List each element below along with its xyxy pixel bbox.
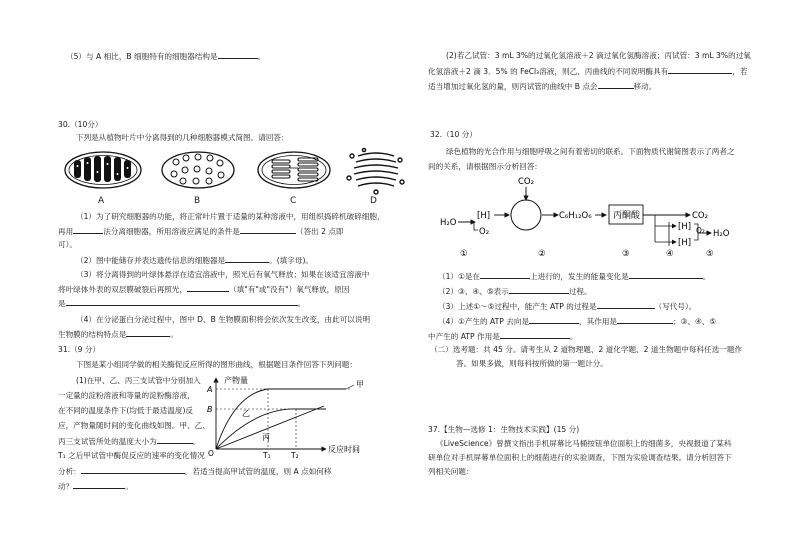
q31-3-line-c: 适当增加过氧化氢的量，则丙试管的曲线中 B 点会 移动。: [428, 79, 656, 94]
q32-4-line-a: （4）①产生的 ATP 去向是 ，其作用是 ；③、④、⑤: [438, 314, 716, 329]
organelle-b-figure: [162, 152, 234, 188]
co2-top-label: CO₂: [518, 177, 535, 187]
right-column: [428, 0, 770, 550]
elective-notice-a: （二）选考题：共 45 分。请考生从 2 道物理题、2 道化学题、2 道生物题中每科任选一题作: [430, 345, 743, 354]
glucose-label: C₆H₁₂O₆: [559, 211, 592, 221]
pyruvate-label: 丙酮酸: [613, 211, 641, 221]
answer-blank[interactable]: [218, 49, 258, 59]
y-tick-b: B: [207, 405, 213, 414]
answer-blank[interactable]: [480, 269, 530, 279]
answer-blank[interactable]: [66, 296, 298, 306]
q30-1-line-c: 可）。: [58, 240, 77, 249]
q31-1-line-e: 丙三支试管所处的温度大小为 。: [58, 434, 200, 449]
enzyme-product-chart: [206, 376, 376, 460]
answer-blank[interactable]: [509, 284, 569, 294]
q37-text-b: 研单位对手机屏幕单位面积上的细菌进行的实验调查，下图为实验调查结果。请分析回答下: [428, 453, 732, 462]
h-left-label: [H]: [477, 211, 491, 221]
q32-heading: 32.（10 分）: [430, 130, 477, 139]
answer-blank[interactable]: [597, 299, 655, 309]
series-label-jia: 甲: [356, 380, 364, 389]
q32-intro-b: 间的关系，请根据图示分析回答：: [428, 162, 542, 171]
answer-blank[interactable]: [157, 434, 193, 444]
answer-blank[interactable]: [73, 224, 103, 234]
step-1-label: ①: [460, 249, 468, 259]
q30-intro: 下列是从植物叶片中分离得到的几种细胞器模式简图。请回答：: [76, 133, 289, 142]
organelle-label-b: B: [194, 196, 201, 206]
elective-notice-b: 答。如果多做，则每科按所做的第一题计分。: [456, 359, 608, 368]
q31-1-line-a: (1)在甲、乙、丙三支试管中分别加入: [76, 376, 201, 385]
answer-blank[interactable]: [73, 479, 125, 489]
origin-label: O: [208, 449, 214, 458]
step-3-label: ③: [622, 249, 630, 259]
q37-text-c: 列相关问题：: [428, 467, 474, 476]
step-4-label: ④: [666, 249, 674, 259]
q32-4-line-b: 中产生的 ATP 作用是 。: [428, 329, 577, 344]
h-right-bottom-label: [H]: [678, 238, 692, 248]
q30-3-line-b: 将叶绿体外表的双层膜破裂后再照光， （填"有"或"没有"）氧气释放，原因: [58, 282, 349, 297]
calvin-cycle-circle: [511, 200, 541, 230]
q31-2-line-b: 分析： 。若适当提高甲试管的温度，则 A 点如何移: [58, 464, 332, 479]
q29-5-line: （5）与 A 相比，B 细胞特有的细胞器结构是 。: [66, 49, 265, 64]
organelle-d-golgi-figure: [347, 148, 404, 194]
organelle-label-a: A: [98, 196, 105, 206]
metabolism-diagram: [428, 178, 768, 260]
q30-1-line-b: 再用 法分离细胞器，所用溶液应满足的条件是 （答出 2 点即: [58, 224, 344, 239]
q30-3-line-a: （3）将分离得到的叶绿体悬浮在适宜溶液中，照光后有氧气释放；如果在该适宜溶液中: [76, 270, 370, 279]
q31-2-line-c: 动？ 。: [58, 479, 133, 494]
h2o-left-label: H₂O: [440, 218, 457, 228]
answer-blank[interactable]: [81, 464, 185, 474]
q30-1-line-a: （1）为了研究细胞器的功能，将正常叶片置于适量的某种溶液中，用组织捣碎机破碎细胞，: [76, 212, 385, 221]
q31-1-line-c: 在不同的温度条件下(均低于最适温度)反: [58, 406, 194, 415]
q31-1-line-d: 应，产物量随时间的变化曲线如图。甲、乙、: [58, 421, 210, 430]
answer-blank[interactable]: [529, 314, 579, 324]
series-jia-curve: [216, 389, 346, 449]
q32-3-line: （3）上述①～⑤过程中，能产生 ATP 的过程是 （写代号）。: [438, 299, 696, 314]
q31-3-line-b: 化氢溶液＋2 滴 3．5% 的 FeCl₃溶液，则乙、丙曲线的不同说明酶具有 ，若: [428, 64, 747, 79]
answer-blank[interactable]: [629, 269, 703, 279]
series-jia-leader: [346, 385, 354, 389]
q31-intro: 下图是某小组同学做的相关酶促反应所得的图形曲线，根据题目条件回答下列问题：: [76, 360, 357, 369]
answer-blank[interactable]: [598, 79, 634, 89]
o2-right-label: O₂: [696, 226, 705, 235]
q30-4-line-a: （4）在分泌蛋白分泌过程中，图中 D、B 生物膜面积将会依次发生改变，由此可以说明: [76, 315, 371, 324]
series-label-bing: 丙: [262, 433, 270, 442]
answer-blank[interactable]: [187, 282, 229, 292]
organelle-c-figure: [258, 152, 330, 188]
h-right-top-label: [H]: [678, 222, 692, 232]
q37-heading: 37.【生物—选修 1：生物技术实践】(15 分): [428, 425, 580, 434]
co2-right-label: CO₂: [692, 211, 709, 221]
step-2-label: ②: [538, 249, 546, 259]
chart-xlabel: 反应时间: [328, 445, 360, 454]
q31-1-line-b: 一定量的淀粉溶液和等量的淀粉酶溶液，: [58, 391, 195, 400]
q32-intro-a: 绿色植物的光合作用与细胞呼吸之间有着密切的联系。下面物质代谢简图表示了两者之: [446, 147, 735, 156]
q29-5-text: （5）与 A 相比，B 细胞特有的细胞器结构是: [66, 52, 218, 61]
series-yi-curve: [216, 409, 326, 449]
x-tick-t1: T₁: [263, 451, 271, 460]
series-label-yi: 乙: [242, 409, 250, 418]
chart-ylabel: 产物量: [224, 376, 248, 385]
left-column: [58, 0, 400, 550]
answer-blank[interactable]: [126, 327, 170, 337]
organelle-label-c: C: [290, 196, 297, 206]
h2o-right-label: H₂O: [713, 229, 730, 239]
y-tick-a: A: [207, 385, 213, 394]
x-tick-t2: T₂: [291, 451, 299, 460]
q31-3-line-a: (2)若乙试管：3 mL 3%的过氧化氢溶液＋2 滴过氧化氢酶溶液；丙试管：3 mL 3%的过氧: [446, 51, 751, 60]
q32-2-line: （2）③、④、⑤表示 过程。: [438, 284, 592, 299]
q30-heading: 30.（10分）: [58, 120, 103, 129]
q30-2-line: （2）图中能储存并表达遗传信息的细胞器是 。(填字母)。: [76, 253, 313, 268]
q30-4-line-b: 生物膜的结构特点是 。: [58, 327, 178, 342]
answer-blank[interactable]: [240, 224, 296, 234]
q31-heading: 31.（9 分）: [58, 345, 101, 354]
answer-blank[interactable]: [225, 253, 269, 263]
organelle-label-d: D: [370, 196, 377, 206]
q30-3-line-c: 是 。: [58, 296, 305, 311]
o2-left-label: O₂: [479, 227, 490, 237]
organelle-a-chloroplast-figure: [65, 152, 141, 188]
q32-1-line: （1）①是在 上进行的，发生的能量变化是 。: [438, 269, 710, 284]
answer-blank[interactable]: [668, 64, 732, 74]
answer-blank[interactable]: [500, 329, 570, 339]
step-5-label: ⑤: [706, 249, 714, 259]
branch-o2: [474, 222, 478, 230]
answer-blank[interactable]: [617, 314, 673, 324]
q31-2-line-a: T₁ 之后甲试管中酶促反应的速率的变化情况: [58, 451, 205, 460]
organelle-figures: [58, 148, 400, 208]
q37-text-a: 《LiveScience》曾撰文指出手机屏幕比马桶按钮单位面积上的细菌多，央视报道了某科: [436, 439, 732, 448]
